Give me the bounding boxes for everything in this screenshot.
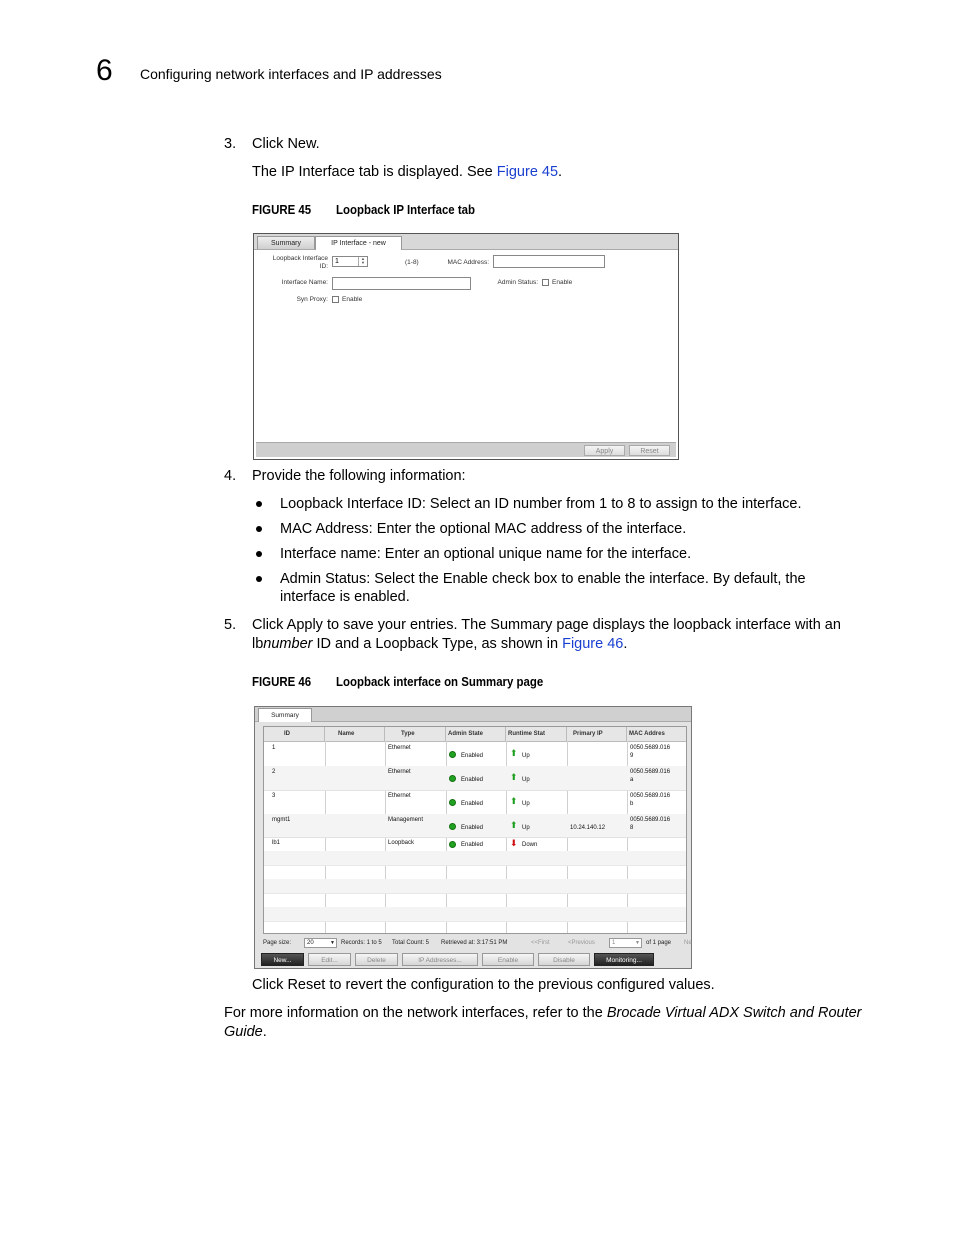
cell-id: lb1 [272, 840, 281, 846]
figure-45-link[interactable]: Figure 45 [496, 164, 559, 180]
cell-id: mgmt1 [272, 817, 291, 823]
apply-button[interactable]: Apply [584, 445, 625, 456]
new-button[interactable]: New... [261, 953, 304, 966]
page-count: of 1 page [646, 940, 672, 946]
tab-bar [255, 707, 691, 722]
bullet-icon [256, 526, 262, 532]
guide-title-cont: Guide [224, 1024, 263, 1040]
step-3-text: Click New. [252, 136, 320, 152]
enabled-status-icon [449, 823, 456, 830]
bullet-interface-name: Interface name: Enter an optional unique name for the interface. [280, 546, 692, 562]
cell-type: Ethernet [388, 793, 411, 799]
interface-name-label: Interface Name: [281, 279, 328, 286]
disable-button[interactable]: Disable [538, 953, 590, 966]
edit-button[interactable]: Edit... [308, 953, 351, 966]
interfaces-table [263, 726, 687, 934]
page-number-select[interactable]: 1 ▼ [609, 938, 642, 948]
step-5-text: Click Apply to save your entries. The Summary page displays the loopback interface with an [252, 617, 841, 633]
cell-id: 3 [272, 793, 276, 799]
spinner-arrows-icon[interactable]: ▲ ▼ [358, 257, 367, 266]
empty-table-row [264, 907, 686, 922]
col-mac-address[interactable]: MAC Addres [629, 731, 665, 737]
figure-45-label: FIGURE 45 [252, 202, 312, 217]
chapter-number: 6 [96, 54, 113, 87]
step-5-number: 5. [224, 617, 237, 633]
ui-term-new: New [287, 136, 316, 152]
cell-mac-address: 0050.5689.016 [630, 793, 671, 799]
admin-status-enable-label: Enable [552, 279, 573, 286]
col-admin-state[interactable]: Admin State [446, 727, 506, 741]
table-row[interactable] [264, 790, 686, 815]
cell-id: 1 [272, 745, 276, 751]
mac-address-input[interactable] [493, 255, 605, 268]
step-4-text: Provide the following information: [252, 468, 466, 484]
total-count: Total Count: 5 [392, 940, 430, 946]
cell-type: Loopback [388, 840, 415, 846]
col-id[interactable]: ID [264, 727, 325, 741]
ui-term: MAC Address [280, 521, 369, 537]
arrow-up-icon: ⬆ [510, 820, 518, 830]
syn-proxy-checkbox[interactable] [332, 296, 339, 303]
loopback-id-range: (1-8) [405, 259, 419, 266]
records-range: Records: 1 to 5 [341, 940, 382, 946]
cell-mac-address-cont: 8 [630, 825, 634, 831]
loopback-id-spinner[interactable]: 1 ▲ ▼ [332, 256, 368, 267]
cell-runtime-status: Up [522, 801, 530, 807]
previous-page-link[interactable]: <Previous [568, 940, 595, 946]
admin-status-label: Admin Status: [497, 279, 538, 286]
admin-status-checkbox[interactable] [542, 279, 549, 286]
cell-mac-address: 0050.5689.016 [630, 769, 671, 775]
reset-button[interactable]: Reset [629, 445, 670, 456]
ui-term: Enable [442, 571, 488, 587]
next-page-link[interactable]: Ne [684, 940, 692, 946]
tab-ip-interface-new[interactable]: IP Interface - new [315, 236, 402, 250]
cell-admin-state: Enabled [461, 753, 484, 759]
table-header [264, 727, 686, 742]
bullet-icon [256, 551, 262, 557]
enable-button[interactable]: Enable [482, 953, 534, 966]
syn-proxy-enable-label: Enable [342, 296, 363, 303]
cell-type: Ethernet [388, 745, 411, 751]
first-page-link[interactable]: <<First [531, 940, 550, 946]
arrow-up-icon: ⬆ [510, 772, 518, 782]
ui-term: Loopback Interface ID [280, 496, 422, 512]
ui-term: Admin Status [280, 571, 367, 587]
retrieved-time: Retrieved at: 3:17:51 PM [441, 940, 508, 946]
ui-term: Interface name: [280, 546, 381, 562]
tab-bar [254, 234, 678, 250]
cell-admin-state: Enabled [461, 777, 484, 783]
figure-46-label: FIGURE 46 [252, 674, 312, 689]
action-toolbar [258, 953, 688, 966]
loopback-id-label: Loopback Interface ID: [272, 255, 328, 270]
bullet-admin-status: Admin Status: Select the Enable check box to enable the interface. By default, the [280, 571, 806, 587]
empty-table-row [264, 851, 686, 866]
col-type[interactable]: Type [385, 727, 446, 741]
cell-runtime-status: Up [522, 777, 530, 783]
figure-46-title: Loopback interface on Summary page [336, 674, 544, 689]
empty-table-row [264, 865, 686, 880]
col-runtime-status[interactable]: Runtime Stat [506, 727, 567, 741]
button-bar [256, 442, 676, 457]
cell-type: Ethernet [388, 769, 411, 775]
figure-45-title: Loopback IP Interface tab [336, 202, 476, 217]
table-row[interactable] [264, 814, 686, 838]
syn-proxy-label: Syn Proxy: [296, 296, 328, 303]
guide-title: Brocade Virtual ADX Switch and Router [606, 1005, 862, 1021]
monitoring-button[interactable]: Monitoring... [594, 953, 654, 966]
chevron-down-icon: ▼ [635, 940, 640, 946]
bullet-admin-status-cont: interface is enabled. [280, 589, 410, 605]
reset-note: Click Reset to revert the configuration to the previous configured values. [252, 977, 715, 993]
figure-46-screenshot [254, 706, 692, 969]
bullet-icon [256, 576, 262, 582]
tab-summary[interactable]: Summary [258, 708, 312, 722]
table-row[interactable] [264, 766, 686, 791]
more-info-text: For more information on the network interfaces, refer to the Brocade Virtual ADX Switch and Router [224, 1005, 862, 1021]
cell-mac-address: 0050.5689.016 [630, 817, 671, 823]
step-5-text-cont: lbnumber ID and a Loopback Type, as shown in Figure 46. [252, 636, 628, 652]
bullet-mac-address: MAC Address: Enter the optional MAC address of the interface. [280, 521, 687, 537]
cell-primary-ip: 10.24.140.12 [570, 825, 606, 831]
figure-46-link[interactable]: Figure 46 [562, 636, 624, 652]
ip-addresses-button[interactable]: IP Addresses... [402, 953, 478, 966]
cell-type: Management [388, 817, 424, 823]
step-3-description: The IP Interface tab is displayed. See Figure 45. [252, 164, 563, 180]
col-primary-ip[interactable]: Primary IP [567, 727, 627, 741]
enabled-status-icon [449, 799, 456, 806]
empty-table-row [264, 893, 686, 908]
page-size-select[interactable]: 20 ▼ [304, 938, 337, 948]
cell-runtime-status: Down [522, 842, 538, 848]
chapter-title: Configuring network interfaces and IP addresses [140, 66, 442, 82]
cell-runtime-status: Up [522, 825, 530, 831]
cell-mac-address-cont: b [630, 801, 634, 807]
interface-name-input[interactable] [332, 277, 471, 290]
ui-term-reset: Reset [287, 977, 326, 993]
cell-id: 2 [272, 769, 276, 775]
step-3-number: 3. [224, 136, 237, 152]
delete-button[interactable]: Delete [355, 953, 398, 966]
enabled-status-icon [449, 751, 456, 758]
chevron-down-icon: ▼ [330, 940, 335, 946]
arrow-down-icon: ⬇ [510, 838, 518, 848]
cell-mac-address-cont: 9 [630, 753, 634, 759]
bullet-icon [256, 501, 262, 507]
cell-admin-state: Enabled [461, 801, 484, 807]
cell-mac-address-cont: a [630, 777, 634, 783]
tab-summary[interactable]: Summary [257, 236, 315, 249]
figure-45-screenshot [253, 233, 679, 460]
mac-address-label: MAC Address: [447, 259, 489, 266]
arrow-up-icon: ⬆ [510, 796, 518, 806]
page-size-label: Page size: [263, 940, 292, 946]
ui-term-apply: Apply [286, 617, 323, 633]
arrow-up-icon: ⬆ [510, 748, 518, 758]
empty-table-row [264, 879, 686, 894]
step-4-number: 4. [224, 468, 237, 484]
enabled-status-icon [449, 775, 456, 782]
cell-admin-state: Enabled [461, 842, 484, 848]
empty-table-row [264, 921, 686, 934]
col-name[interactable]: Name [325, 727, 385, 741]
more-info-text-cont: Guide. [224, 1024, 267, 1040]
cell-runtime-status: Up [522, 753, 530, 759]
ui-term-ip-interface: IP Interface [281, 164, 355, 180]
pagination-bar [263, 937, 691, 949]
cell-mac-address: 0050.5689.016 [630, 745, 671, 751]
cell-admin-state: Enabled [461, 825, 484, 831]
table-row[interactable] [264, 837, 686, 852]
table-row[interactable] [264, 742, 686, 767]
enabled-status-icon [449, 841, 456, 848]
bullet-loopback-id: Loopback Interface ID: Select an ID number from 1 to 8 to assign to the interface. [280, 496, 802, 512]
